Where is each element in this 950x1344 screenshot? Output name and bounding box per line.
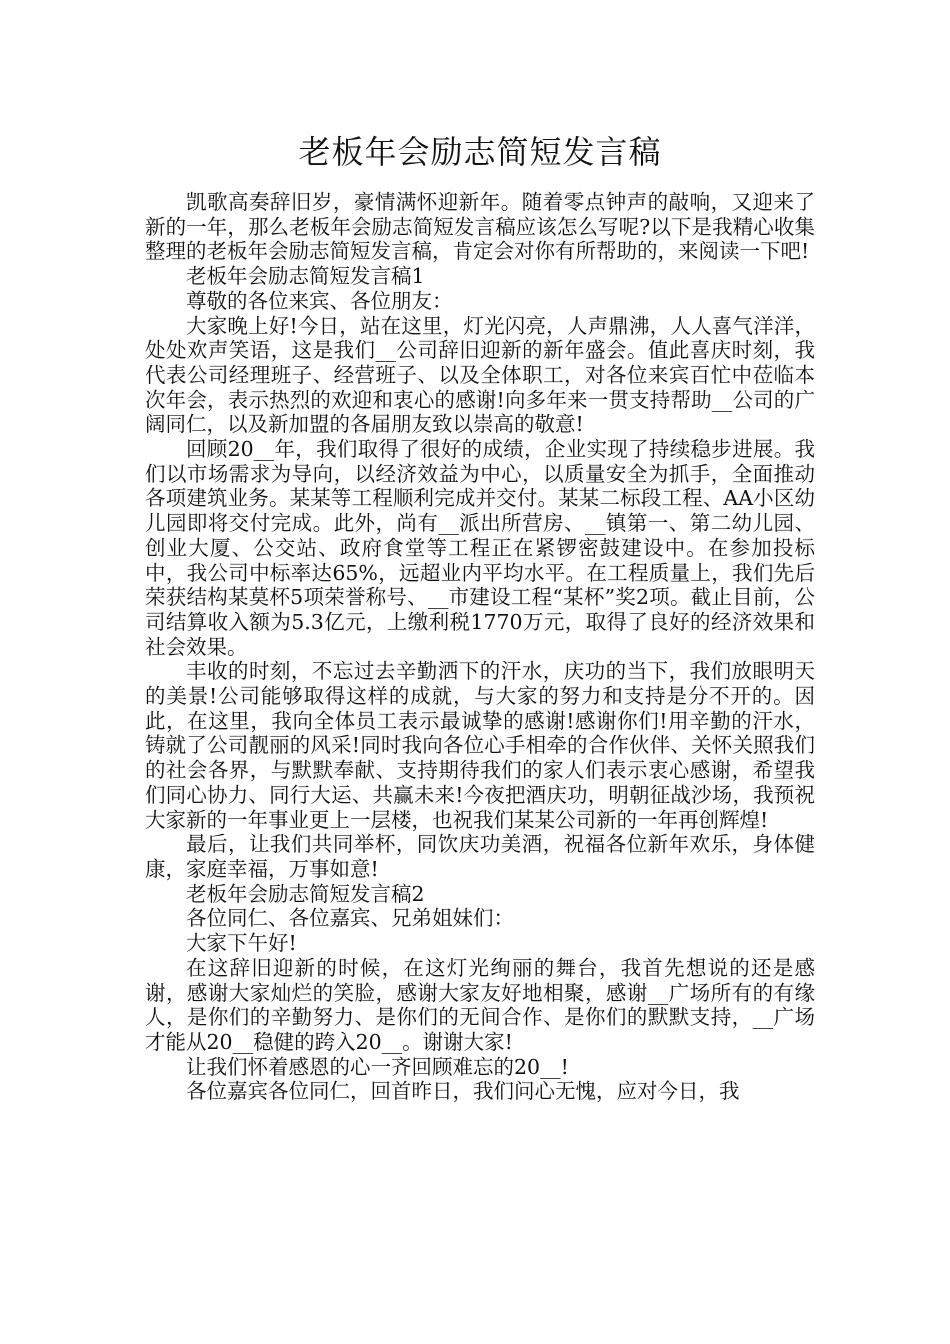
salutation-2: 各位同仁、各位嘉宾、兄弟姐妹们：	[186, 906, 514, 931]
salutation-1: 尊敬的各位来宾、各位朋友：	[186, 288, 453, 313]
section-heading-1: 老板年会励志简短发言稿1	[186, 264, 425, 289]
document-title: 老板年会励志简短发言稿	[298, 133, 662, 171]
section-heading-2: 老板年会励志简短发言稿2	[186, 881, 425, 906]
body-paragraph: 在这辞旧迎新的时候，在这灯光绚丽的舞台，我首先想说的还是感谢，感谢大家灿烂的笑脸，感谢大家友好地相聚，感谢__广场所有的有缘人，是你们的辛勤努力、是你们的无间合作、是你们的默默支持，__广场才能从20__稳健的跨入20__。谢谢大家!	[145, 955, 815, 1054]
greeting: 大家下午好!	[186, 931, 297, 956]
body-paragraph: 让我们怀着感恩的心一齐回顾难忘的20__!	[186, 1054, 569, 1079]
body-paragraph: 各位嘉宾各位同仁，回首昨日，我们问心无愧，应对今日，我	[186, 1079, 740, 1104]
body-paragraph: 大家晚上好!今日，站在这里，灯光闪亮，人声鼎沸，人人喜气洋洋，处处欢声笑语，这是我们__公司辞旧迎新的新年盛会。值此喜庆时刻，我代表公司经理班子、经营班子、以及全体职工，对各位来宾百忙中莅临本次年会，表示热烈的欢迎和衷心的感谢!向多年来一贯支持帮助__公司的广阔同仁，以及新加盟的各届朋友致以崇高的敬意!	[145, 313, 815, 437]
body-paragraph: 丰收的时刻，不忘过去辛勤洒下的汗水，庆功的当下，我们放眼明天的美景!公司能够取得这样的成就，与大家的努力和支持是分不开的。因此，在这里，我向全体员工表示最诚挚的感谢!感谢你们!用辛勤的汗水，铸就了公司靓丽的风采!同时我向各位心手相牵的合作伙伴、关怀关照我们的社会各界，与默默奉献、支持期待我们的家人们表示衷心感谢，希望我们同心协力、同行大运、共赢未来!今夜把酒庆功，明朝征战沙场，我预祝大家新的一年事业更上一层楼，也祝我们某某公司新的一年再创辉煌!	[145, 659, 815, 832]
document-page	[145, 124, 815, 1104]
body-paragraph: 最后，让我们共同举杯，同饮庆功美酒，祝福各位新年欢乐，身体健康，家庭幸福，万事如意!	[145, 832, 815, 881]
body-paragraph: 回顾20__年，我们取得了很好的成绩，企业实现了持续稳步进展。我们以市场需求为导向，以经济效益为中心，以质量安全为抓手，全面推动各项建筑业务。某某等工程顺利完成并交付。某某二标段工程、AA小区幼儿园即将交付完成。此外，尚有__派出所营房、__镇第一、第二幼儿园、创业大厦、公交站、政府食堂等工程正在紧锣密鼓建设中。在参加投标中，我公司中标率达65%，远超业内平均水平。在工程质量上，我们先后荣获结构某莫杯5项荣誉称号、__市建设工程“某杯”奖2项。截止目前，公司结算收入额为5.3亿元，上缴利税1770万元，取得了良好的经济效果和社会效果。	[145, 437, 815, 659]
intro-paragraph: 凯歌高奏辞旧岁，豪情满怀迎新年。随着零点钟声的敲响，又迎来了新的一年，那么老板年会励志简短发言稿应该怎么写呢?以下是我精心收集整理的老板年会励志简短发言稿，肯定会对你有所帮助的，来阅读一下吧!	[145, 190, 815, 264]
